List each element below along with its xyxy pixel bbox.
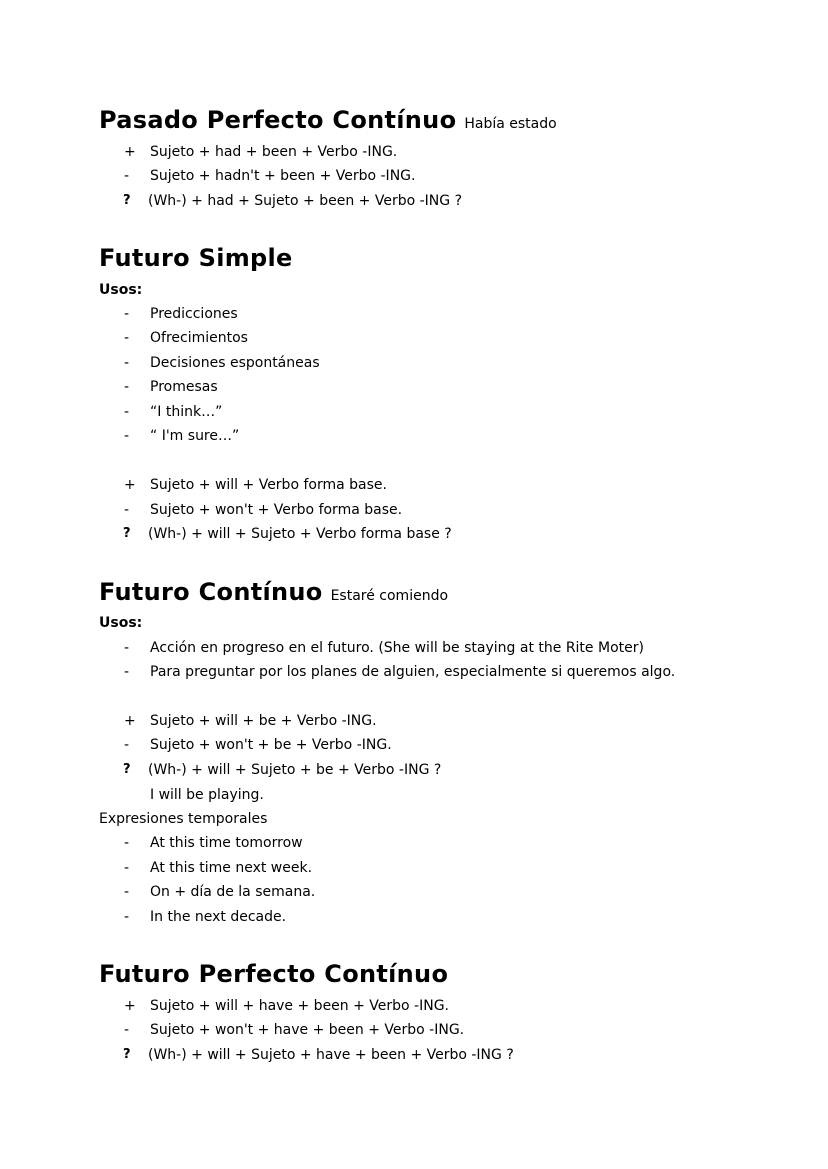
- form-text: Sujeto + had + been + Verbo -ING.: [150, 144, 398, 160]
- section-heading-futuro-simple: [99, 246, 293, 270]
- dash-bullet: -: [124, 379, 130, 395]
- form-text: Sujeto + will + Verbo forma base.: [150, 477, 387, 493]
- dash-bullet: -: [124, 330, 130, 346]
- form-text: Sujeto + hadn't + been + Verbo -ING.: [150, 168, 416, 184]
- minus-symbol: -: [124, 737, 130, 753]
- section-heading-pasado-perfecto-continuo: [99, 108, 557, 132]
- dash-bullet: -: [124, 860, 130, 876]
- list-item-text: Ofrecimientos: [150, 330, 248, 346]
- list-item-text: On + día de la semana.: [150, 884, 316, 900]
- minus-symbol: -: [124, 1022, 130, 1038]
- heading-title: Futuro Simple: [99, 244, 293, 272]
- heading-title: Futuro Perfecto Contínuo: [99, 960, 449, 988]
- plus-symbol: +: [124, 477, 136, 493]
- list-item-text: Para preguntar por los planes de alguien, especialmente si queremos algo.: [150, 664, 676, 680]
- form-text: Sujeto + won't + Verbo forma base.: [150, 502, 403, 518]
- usos-label: Usos:: [99, 282, 143, 298]
- plus-symbol: +: [124, 713, 136, 729]
- plus-symbol: +: [124, 998, 136, 1014]
- dash-bullet: -: [124, 404, 130, 420]
- expresiones-label: Expresiones temporales: [99, 811, 268, 827]
- list-item-text: Promesas: [150, 379, 218, 395]
- list-item-text: At this time next week.: [150, 860, 313, 876]
- heading-title: Futuro Contínuo: [99, 578, 323, 606]
- list-item-text: In the next decade.: [150, 909, 287, 925]
- form-text: (Wh-) + will + Sujeto + Verbo forma base ?: [148, 526, 452, 542]
- heading-title: Pasado Perfecto Contínuo: [99, 106, 457, 134]
- form-text: (Wh-) + will + Sujeto + be + Verbo -ING ?: [148, 762, 442, 778]
- list-item-text: Acción en progreso en el futuro. (She will be staying at the Rite Moter): [150, 640, 644, 656]
- dash-bullet: -: [124, 355, 130, 371]
- list-item-text: At this time tomorrow: [150, 835, 303, 851]
- form-text: (Wh-) + will + Sujeto + have + been + Verbo -ING ?: [148, 1047, 514, 1063]
- dash-bullet: -: [124, 835, 130, 851]
- dash-bullet: -: [124, 306, 130, 322]
- usos-label: Usos:: [99, 615, 143, 631]
- question-symbol: ?: [123, 526, 131, 541]
- plus-symbol: +: [124, 144, 136, 160]
- question-symbol: ?: [123, 762, 131, 777]
- list-item-text: “ I'm sure…”: [150, 428, 240, 444]
- form-text: Sujeto + will + be + Verbo -ING.: [150, 713, 377, 729]
- dash-bullet: -: [124, 884, 130, 900]
- form-text: (Wh-) + had + Sujeto + been + Verbo -ING ?: [148, 193, 463, 209]
- dash-bullet: -: [124, 428, 130, 444]
- heading-subtitle: Había estado: [464, 116, 557, 132]
- form-text: Sujeto + won't + be + Verbo -ING.: [150, 737, 392, 753]
- question-symbol: ?: [123, 1047, 131, 1062]
- dash-bullet: -: [124, 640, 130, 656]
- minus-symbol: -: [124, 502, 130, 518]
- minus-symbol: -: [124, 168, 130, 184]
- list-item-text: “I think…”: [150, 404, 223, 420]
- example-sentence: I will be playing.: [150, 787, 264, 803]
- list-item-text: Decisiones espontáneas: [150, 355, 320, 371]
- question-symbol: ?: [123, 193, 131, 208]
- section-heading-futuro-perfecto-continuo: [99, 962, 448, 986]
- form-text: Sujeto + will + have + been + Verbo -ING.: [150, 998, 450, 1014]
- list-item-text: Predicciones: [150, 306, 238, 322]
- form-text: Sujeto + won't + have + been + Verbo -ING.: [150, 1022, 465, 1038]
- heading-subtitle: Estaré comiendo: [330, 588, 449, 604]
- dash-bullet: -: [124, 664, 130, 680]
- section-heading-futuro-continuo: [99, 580, 448, 604]
- dash-bullet: -: [124, 909, 130, 925]
